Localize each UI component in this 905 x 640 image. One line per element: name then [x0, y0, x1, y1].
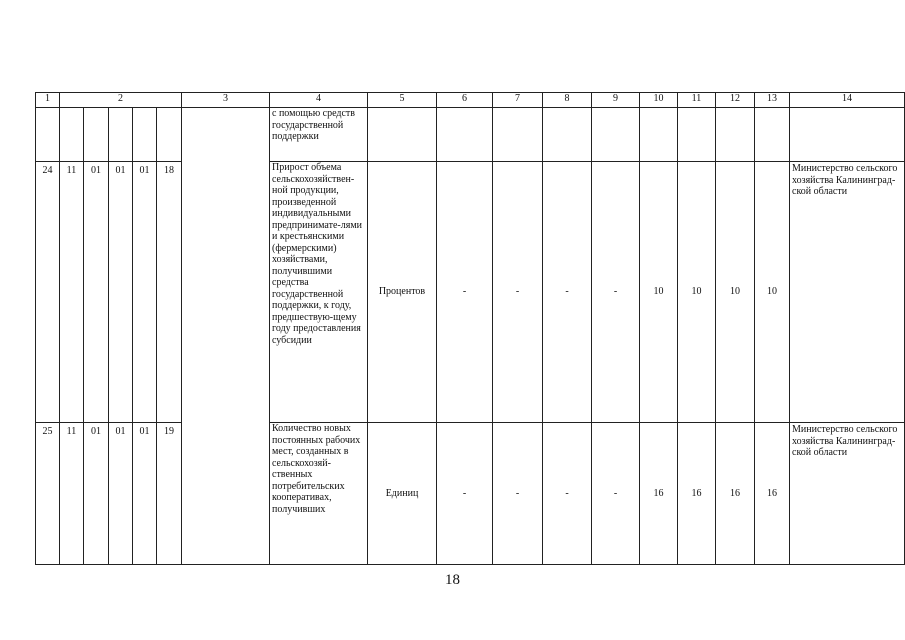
- header-cell: 2: [60, 93, 182, 108]
- value-cell: -: [437, 423, 493, 565]
- code-cell: [109, 108, 133, 162]
- header-cell: 3: [182, 93, 270, 108]
- value-cell: -: [543, 162, 592, 423]
- indicator-text: Прирост объема сельскохозяйствен-ной продукции, произведенной индивидуальными предпринимате-лями и крестьянскими (фермерскими) хозяйствами, получившими средства государственной поддержки, к году, предшествую-щему году предоставления субсидии: [272, 162, 362, 346]
- value-cell: -: [493, 423, 543, 565]
- code-cell: 11: [60, 423, 84, 565]
- indicator-text: с помощью средств государственной поддержки: [272, 108, 356, 142]
- value-cell: [543, 108, 592, 162]
- code-cell: [84, 108, 109, 162]
- row-number-cell: [36, 108, 60, 162]
- code-cell: 18: [157, 162, 182, 423]
- code-cell: 01: [84, 423, 109, 565]
- value-cell: 16: [678, 423, 716, 565]
- row-number-cell: 24: [36, 162, 60, 423]
- header-cell: 13: [755, 93, 790, 108]
- value-cell: -: [437, 162, 493, 423]
- indicator-cell: [270, 162, 368, 423]
- value-cell: 16: [716, 423, 755, 565]
- value-cell: 10: [678, 162, 716, 423]
- value-cell: -: [543, 423, 592, 565]
- header-cell: 4: [270, 93, 368, 108]
- code-cell: 11: [60, 162, 84, 423]
- executor-text: Министерство сельского хозяйства Калининград-ской области: [792, 424, 898, 458]
- value-cell: -: [592, 162, 640, 423]
- code-cell: [133, 108, 157, 162]
- value-cell: 10: [640, 162, 678, 423]
- code-cell: 19: [157, 423, 182, 565]
- header-cell: 10: [640, 93, 678, 108]
- header-cell: 8: [543, 93, 592, 108]
- value-cell: 10: [755, 162, 790, 423]
- value-cell: [755, 108, 790, 162]
- unit-cell: Процентов: [368, 162, 437, 423]
- continuation-row: [36, 108, 905, 162]
- code-cell: 01: [84, 162, 109, 423]
- code-cell: [60, 108, 84, 162]
- unit-cell: Единиц: [368, 423, 437, 565]
- code-cell: 01: [109, 162, 133, 423]
- code-cell: 01: [133, 423, 157, 565]
- value-cell: [592, 108, 640, 162]
- table-row: [36, 162, 905, 423]
- executor-cell: [790, 162, 905, 423]
- header-cell: 12: [716, 93, 755, 108]
- header-cell: 1: [36, 93, 60, 108]
- header-cell: 6: [437, 93, 493, 108]
- code-cell: [157, 108, 182, 162]
- header-cell: 11: [678, 93, 716, 108]
- value-cell: 16: [640, 423, 678, 565]
- value-cell: 10: [716, 162, 755, 423]
- header-cell: 9: [592, 93, 640, 108]
- header-row: [36, 93, 905, 108]
- page-number: 18: [445, 572, 460, 588]
- executor-cell: [790, 108, 905, 162]
- header-cell: 5: [368, 93, 437, 108]
- executor-cell: [790, 423, 905, 565]
- value-cell: [493, 108, 543, 162]
- value-cell: -: [592, 423, 640, 565]
- column-3-cell: [182, 108, 270, 565]
- header-cell: 7: [493, 93, 543, 108]
- indicator-cell: [270, 108, 368, 162]
- indicator-cell: [270, 423, 368, 565]
- value-cell: [678, 108, 716, 162]
- indicators-table: [35, 92, 905, 565]
- row-number-cell: 25: [36, 423, 60, 565]
- header-cell: 14: [790, 93, 905, 108]
- code-cell: 01: [133, 162, 157, 423]
- value-cell: -: [493, 162, 543, 423]
- table-row: [36, 423, 905, 565]
- value-cell: [716, 108, 755, 162]
- executor-text: Министерство сельского хозяйства Калининград-ской области: [792, 163, 898, 197]
- value-cell: 16: [755, 423, 790, 565]
- value-cell: [437, 108, 493, 162]
- unit-cell: [368, 108, 437, 162]
- code-cell: 01: [109, 423, 133, 565]
- value-cell: [640, 108, 678, 162]
- indicator-text: Количество новых постоянных рабочих мест, созданных в сельскохозяй-ственных потребительских кооперативах, получивших: [272, 423, 361, 515]
